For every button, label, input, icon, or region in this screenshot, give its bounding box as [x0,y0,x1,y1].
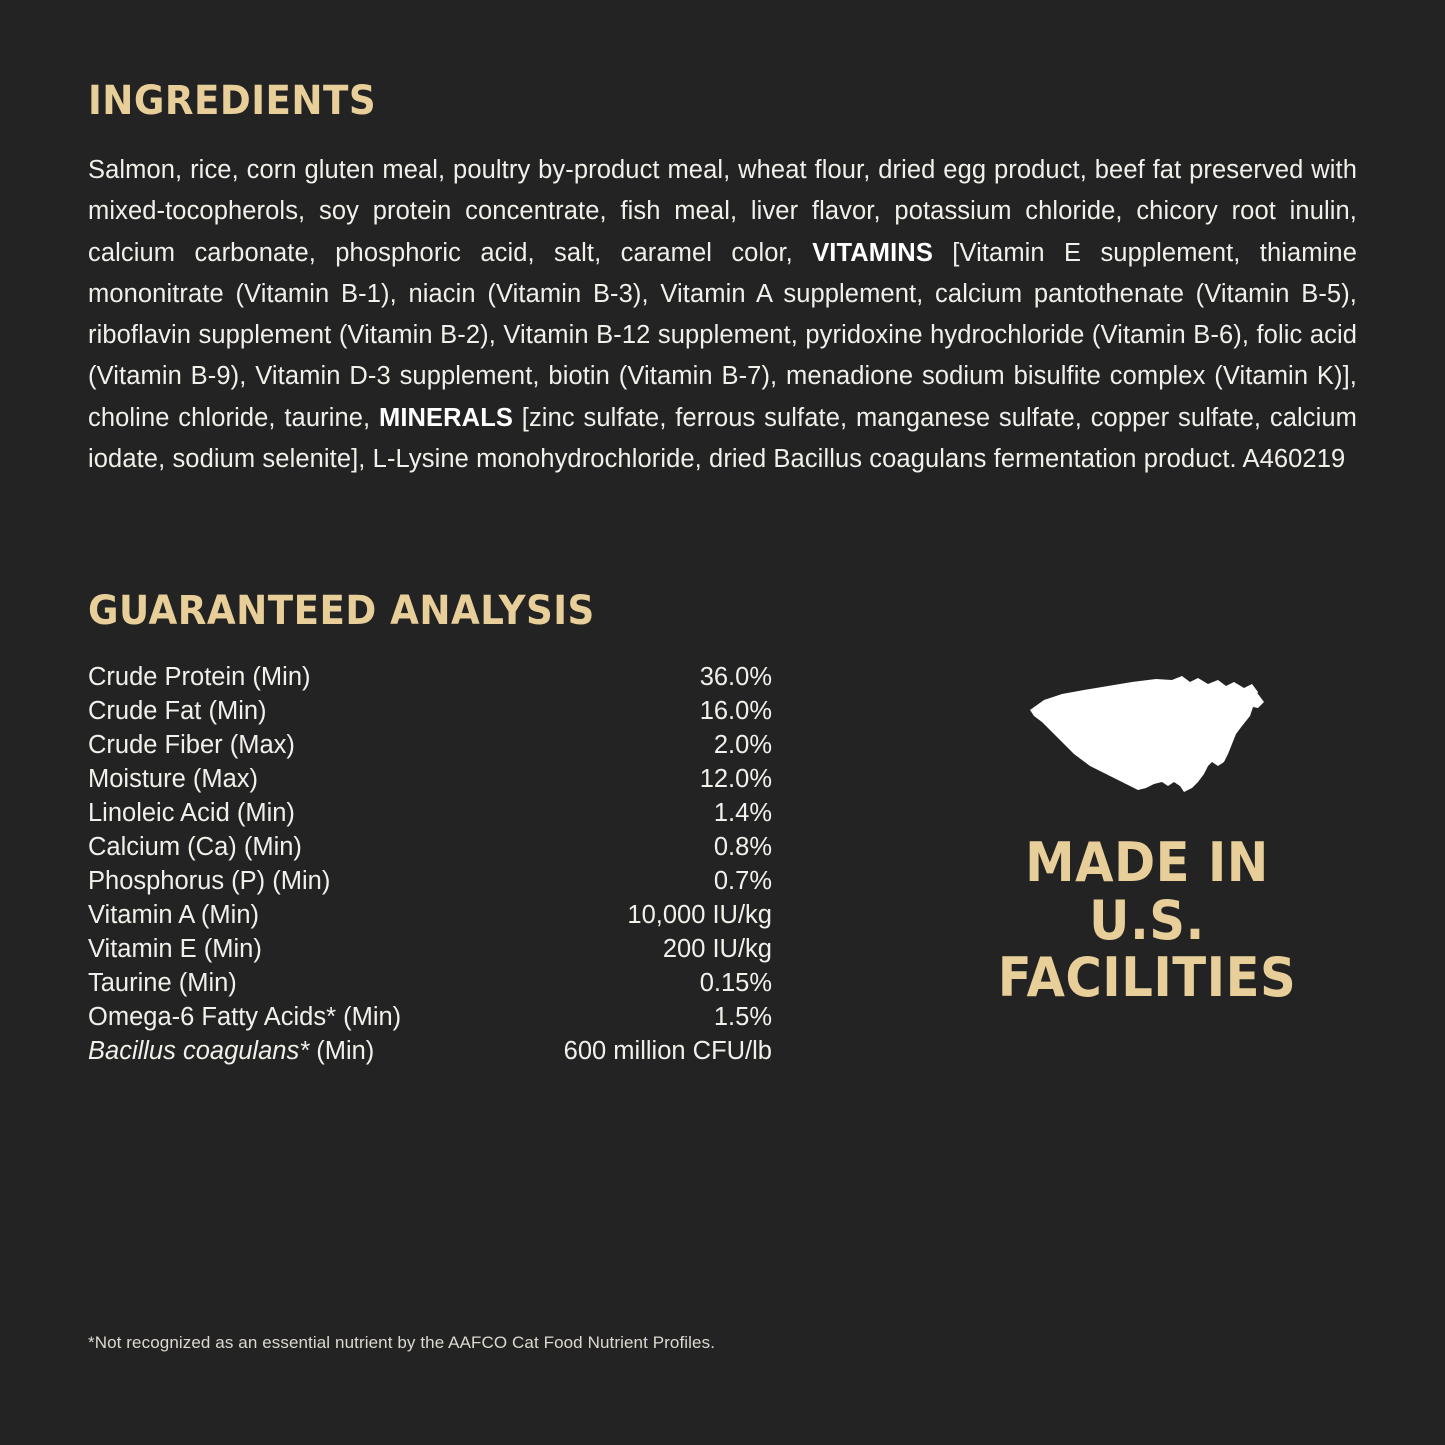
nutrient-name: Omega-6 Fatty Acids* (Min) [88,1002,402,1031]
nutrient-name: Vitamin A (Min) [88,900,260,929]
table-row [88,830,778,864]
table-row [88,966,778,1000]
guaranteed-analysis-rows [88,660,778,1068]
nutrient-name: Phosphorus (P) (Min) [88,866,331,895]
table-row [88,728,778,762]
nutrient-value: 16.0% [699,696,772,725]
table-row [88,796,778,830]
table-row [88,694,778,728]
guaranteed-analysis-content [88,660,1357,1068]
nutrient-name: Vitamin E (Min) [88,934,262,963]
ingredients-text: Salmon, rice, corn gluten meal, poultry by-product meal, wheat flour, dried egg product, beef fat preserved with mixed-tocopherols, soy protein concentrate, fish meal, liver flavor, potassium chloride, chicory root inulin, calcium carbonate, phosphoric acid, salt, caramel color, VITAMINS [Vitamin E supplement, thiamine mononitrate (Vitamin B-1), niacin (Vitamin B-3), Vitamin A supplement, calcium pantothenate (Vitamin B-5), riboflavin supplement (Vitamin B-2), Vitamin B-12 supplement, pyridoxine hydrochloride (Vitamin B-6), folic acid (Vitamin B-9), Vitamin D-3 supplement, biotin (Vitamin B-7), menadione sodium bisulfite complex (Vitamin K)], choline chloride, taurine, MINERALS [zinc sulfate, ferrous sulfate, manganese sulfate, copper sulfate, calcium iodate, sodium selenite], L-Lysine monohydrochloride, dried Bacillus coagulans fermentation product. A460219 [88,156,1357,474]
table-row [88,864,778,898]
table-row [88,932,778,966]
made-in-us-badge [967,670,1327,1009]
guaranteed-analysis-table [88,660,778,1068]
guaranteed-analysis-heading: GUARANTEED ANALYSIS [88,588,595,635]
nutrient-value: 200 IU/kg [662,934,772,963]
usa-map-icon [1022,670,1272,820]
guaranteed-analysis-section [88,588,1357,1068]
nutrient-name: Calcium (Ca) (Min) [88,832,302,861]
nutrient-name: Crude Protein (Min) [88,662,311,691]
badge-line-3: FACILITIES [997,945,1297,1009]
nutrient-value: 10,000 IU/kg [627,900,772,929]
nutrient-name: Crude Fat (Min) [88,696,267,725]
nutrient-value: 1.4% [713,798,772,827]
badge-line-1: MADE IN [1025,831,1269,895]
table-row [88,898,778,932]
badge-line-2: U.S. [1089,888,1205,952]
table-row [88,660,778,694]
nutrient-value: 12.0% [699,764,772,793]
table-row [88,1034,778,1068]
nutrient-value: 36.0% [699,662,772,691]
nutrient-name: Linoleic Acid (Min) [88,798,295,827]
nutrient-value: 0.15% [699,968,772,997]
nutrient-value: 2.0% [713,730,772,759]
table-row [88,762,778,796]
nutrient-value: 0.7% [713,866,772,895]
nutrient-value: 0.8% [713,832,772,861]
ingredients-heading: INGREDIENTS [88,78,377,124]
nutrient-value: 600 million CFU/lb [563,1036,772,1065]
nutrient-name: Crude Fiber (Max) [88,730,295,759]
footnote: *Not recognized as an essential nutrient by the AAFCO Cat Food Nutrient Profiles. [88,1333,716,1352]
table-row [88,1000,778,1034]
nutrient-value: 1.5% [713,1002,772,1031]
nutrient-name: Bacillus coagulans* (Min) [88,1036,375,1065]
nutrient-name: Taurine (Min) [88,968,237,997]
nutrient-name: Moisture (Max) [88,764,259,793]
